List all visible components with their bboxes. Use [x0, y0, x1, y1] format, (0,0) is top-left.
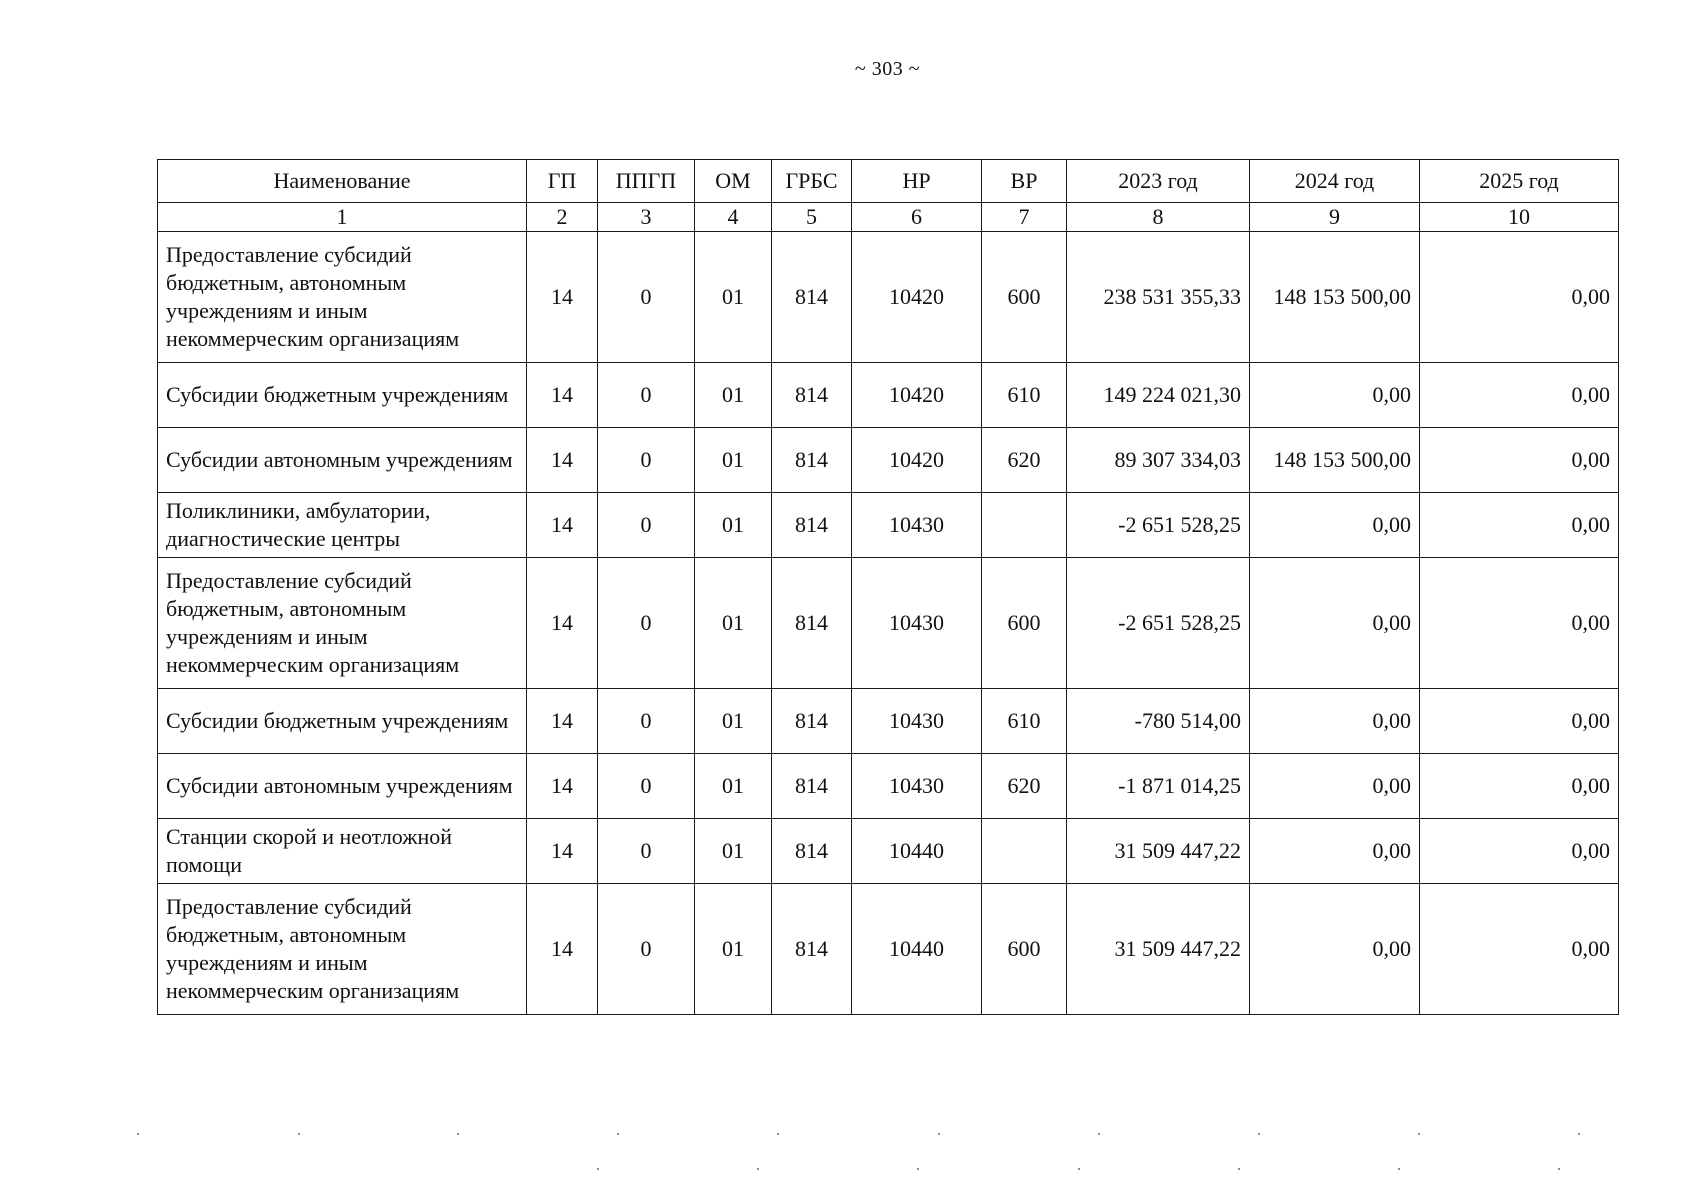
cell-2025: 0,00	[1420, 363, 1619, 428]
cell-om: 01	[695, 558, 772, 689]
cell-ppgp: 0	[598, 884, 695, 1015]
column-number: 2	[527, 203, 598, 232]
cell-ppgp: 0	[598, 363, 695, 428]
row-name: Субсидии автономным учреждениям	[158, 754, 527, 819]
header-2023: 2023 год	[1067, 160, 1250, 203]
scan-speck	[1578, 1133, 1580, 1135]
cell-2024: 0,00	[1250, 884, 1420, 1015]
header-nr: НР	[852, 160, 982, 203]
header-row	[158, 160, 1619, 203]
cell-vr: 620	[982, 754, 1067, 819]
table-row	[158, 428, 1619, 493]
cell-2023: -780 514,00	[1067, 689, 1250, 754]
cell-grbs: 814	[772, 493, 852, 558]
cell-gp: 14	[527, 884, 598, 1015]
cell-2023: 149 224 021,30	[1067, 363, 1250, 428]
cell-om: 01	[695, 363, 772, 428]
table-row	[158, 558, 1619, 689]
cell-grbs: 814	[772, 363, 852, 428]
cell-gp: 14	[527, 558, 598, 689]
cell-vr: 600	[982, 884, 1067, 1015]
column-number: 9	[1250, 203, 1420, 232]
cell-vr: 600	[982, 558, 1067, 689]
cell-2025: 0,00	[1420, 493, 1619, 558]
scan-speck	[1078, 1168, 1080, 1170]
cell-gp: 14	[527, 754, 598, 819]
cell-gp: 14	[527, 493, 598, 558]
row-name: Субсидии автономным учреждениям	[158, 428, 527, 493]
cell-vr: 620	[982, 428, 1067, 493]
cell-grbs: 814	[772, 884, 852, 1015]
table-row	[158, 493, 1619, 558]
cell-2024: 148 153 500,00	[1250, 232, 1420, 363]
cell-2023: -2 651 528,25	[1067, 493, 1250, 558]
table-row	[158, 884, 1619, 1015]
cell-2023: -2 651 528,25	[1067, 558, 1250, 689]
cell-nr: 10420	[852, 363, 982, 428]
cell-ppgp: 0	[598, 428, 695, 493]
cell-2024: 0,00	[1250, 819, 1420, 884]
column-number: 3	[598, 203, 695, 232]
column-number: 7	[982, 203, 1067, 232]
cell-nr: 10440	[852, 819, 982, 884]
row-name: Субсидии бюджетным учреждениям	[158, 689, 527, 754]
scan-speck	[917, 1168, 919, 1170]
cell-2024: 0,00	[1250, 689, 1420, 754]
cell-2025: 0,00	[1420, 689, 1619, 754]
scan-speck	[1418, 1133, 1420, 1135]
page-number: ~ 303 ~	[854, 58, 921, 80]
cell-vr: 610	[982, 689, 1067, 754]
cell-2025: 0,00	[1420, 558, 1619, 689]
cell-grbs: 814	[772, 558, 852, 689]
cell-nr: 10420	[852, 428, 982, 493]
cell-vr	[982, 819, 1067, 884]
cell-om: 01	[695, 232, 772, 363]
cell-grbs: 814	[772, 232, 852, 363]
scan-speck	[1098, 1133, 1100, 1135]
header-om: ОМ	[695, 160, 772, 203]
cell-vr	[982, 493, 1067, 558]
cell-gp: 14	[527, 428, 598, 493]
column-number: 1	[158, 203, 527, 232]
cell-om: 01	[695, 819, 772, 884]
cell-grbs: 814	[772, 689, 852, 754]
cell-ppgp: 0	[598, 493, 695, 558]
cell-nr: 10420	[852, 232, 982, 363]
header-gp: ГП	[527, 160, 598, 203]
cell-2025: 0,00	[1420, 754, 1619, 819]
scan-speck	[617, 1133, 619, 1135]
cell-ppgp: 0	[598, 558, 695, 689]
scan-speck	[1258, 1133, 1260, 1135]
cell-om: 01	[695, 493, 772, 558]
cell-2024: 0,00	[1250, 754, 1420, 819]
cell-nr: 10430	[852, 558, 982, 689]
scan-speck	[1398, 1168, 1400, 1170]
row-name: Субсидии бюджетным учреждениям	[158, 363, 527, 428]
column-number: 8	[1067, 203, 1250, 232]
header-name: Наименование	[158, 160, 527, 203]
column-number: 10	[1420, 203, 1619, 232]
scan-speck	[1238, 1168, 1240, 1170]
scan-speck	[777, 1133, 779, 1135]
table-row	[158, 232, 1619, 363]
column-number: 5	[772, 203, 852, 232]
cell-vr: 600	[982, 232, 1067, 363]
cell-2024: 0,00	[1250, 493, 1420, 558]
cell-nr: 10430	[852, 754, 982, 819]
table-row	[158, 819, 1619, 884]
cell-om: 01	[695, 689, 772, 754]
column-number: 6	[852, 203, 982, 232]
cell-grbs: 814	[772, 819, 852, 884]
header-ppgp: ППГП	[598, 160, 695, 203]
row-name: Станции скорой и неотложной помощи	[158, 819, 527, 884]
column-number-row	[158, 203, 1619, 232]
header-grbs: ГРБС	[772, 160, 852, 203]
table-row	[158, 754, 1619, 819]
cell-nr: 10430	[852, 493, 982, 558]
cell-2024: 0,00	[1250, 363, 1420, 428]
scan-speck	[757, 1168, 759, 1170]
row-name: Предоставление субсидий бюджетным, автономным учреждениям и иным некоммерческим организациям	[158, 884, 527, 1015]
row-name: Поликлиники, амбулатории, диагностические центры	[158, 493, 527, 558]
cell-om: 01	[695, 754, 772, 819]
cell-gp: 14	[527, 363, 598, 428]
cell-gp: 14	[527, 232, 598, 363]
cell-2025: 0,00	[1420, 819, 1619, 884]
cell-gp: 14	[527, 689, 598, 754]
cell-nr: 10430	[852, 689, 982, 754]
header-2025: 2025 год	[1420, 160, 1619, 203]
cell-vr: 610	[982, 363, 1067, 428]
cell-2023: 31 509 447,22	[1067, 884, 1250, 1015]
header-2024: 2024 год	[1250, 160, 1420, 203]
scan-speck	[457, 1133, 459, 1135]
table-row	[158, 363, 1619, 428]
cell-gp: 14	[527, 819, 598, 884]
column-number: 4	[695, 203, 772, 232]
cell-2023: 89 307 334,03	[1067, 428, 1250, 493]
cell-nr: 10440	[852, 884, 982, 1015]
cell-2024: 148 153 500,00	[1250, 428, 1420, 493]
cell-ppgp: 0	[598, 754, 695, 819]
cell-2024: 0,00	[1250, 558, 1420, 689]
scan-speck	[597, 1168, 599, 1170]
cell-om: 01	[695, 428, 772, 493]
cell-grbs: 814	[772, 428, 852, 493]
header-vr: ВР	[982, 160, 1067, 203]
cell-om: 01	[695, 884, 772, 1015]
scan-speck	[1558, 1168, 1560, 1170]
cell-ppgp: 0	[598, 232, 695, 363]
budget-table	[157, 159, 1619, 1015]
row-name: Предоставление субсидий бюджетным, автономным учреждениям и иным некоммерческим организациям	[158, 558, 527, 689]
scan-speck	[137, 1133, 139, 1135]
cell-ppgp: 0	[598, 819, 695, 884]
cell-2023: 31 509 447,22	[1067, 819, 1250, 884]
cell-2025: 0,00	[1420, 232, 1619, 363]
cell-grbs: 814	[772, 754, 852, 819]
cell-2025: 0,00	[1420, 884, 1619, 1015]
row-name: Предоставление субсидий бюджетным, автономным учреждениям и иным некоммерческим организациям	[158, 232, 527, 363]
cell-ppgp: 0	[598, 689, 695, 754]
cell-2023: 238 531 355,33	[1067, 232, 1250, 363]
scan-speck	[298, 1133, 300, 1135]
cell-2025: 0,00	[1420, 428, 1619, 493]
table-row	[158, 689, 1619, 754]
cell-2023: -1 871 014,25	[1067, 754, 1250, 819]
scan-speck	[938, 1133, 940, 1135]
